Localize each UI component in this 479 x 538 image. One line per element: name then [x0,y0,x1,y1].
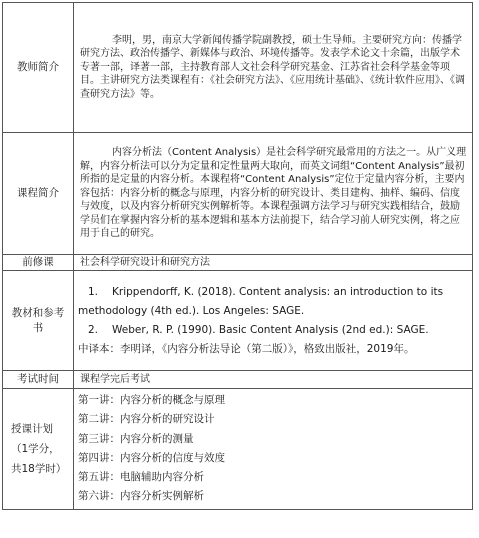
exam-text: 课程学完后考试 [74,371,473,389]
prereq-label: 前修课 [3,255,74,271]
teacher-content [74,3,473,133]
teacher-text: 李明，男，南京大学新闻传播学院副教授，硕士生导师。主要研究方向：传播学研究方法、政治传播学、新媒体与政治、环境传播等。发表学术论文十余篇，出版学术专著一部，译著一部，主持教育部人文社会科学研究基金、江苏省社会科学基金等项目。主讲研究方法类课程有：《社会研究方法》、《应用统计基础》、《统计软件应用》、《调查研究方法》等。 [80,34,465,100]
materials-content [74,271,473,371]
reference-1-text: Krippendorff, K. (2018). Content analysis: an introduction to its methodology (4th ed.). Los Angeles: SAGE. [78,285,444,317]
exam-label: 考试时间 [3,371,74,389]
course-text: 内容分析法（Content Analysis）是社会科学研究最常用的方法之一。从广义理解，内容分析法可以分为定量和定性量两大取向，而英文词组“Content Analysis”最初所指的是定量的内容分析。本课程将“Content Analysis”定位于定量内容分析，主要内容包括：内容分析的概念与原理，内容分析的研究设计、类目建构、抽样、编码、信度与效度，以及内容分析研究实例解析等。本课程强调方法学习与研究实践相结合，鼓励学员们在掌握内容分析的基本逻辑和基本方法前提下，结合学习前人研究实例，将之应用于自己的研究。 [80,146,467,240]
plan-item: 第五讲：电脑辅助内容分析 [78,471,204,484]
plan-label: 授课计划（1学分，共18学时） [3,389,74,510]
reference-1-number: 1. [88,285,99,298]
course-label: 课程简介 [3,133,74,255]
reference-2-translation: 中译本：李明译，《内容分析法导论（第二版）》，格致出版社，2019年。 [78,342,415,355]
reference-2-text: Weber, R. P. (1990). Basic Content Analysis (2nd ed.): SAGE. [112,323,429,336]
teacher-label: 教师简介 [3,3,74,133]
plan-content [74,389,473,510]
course-content [74,133,473,255]
exam-row [3,371,473,389]
course-info-table [2,2,473,510]
plan-item: 第四讲：内容分析的信度与效度 [78,451,225,464]
plan-item: 第三讲：内容分析的测量 [78,432,194,445]
materials-row [3,271,473,371]
plan-item: 第一讲：内容分析的概念与原理 [78,394,225,406]
plan-item: 第六讲：内容分析实例解析 [78,490,204,503]
plan-item: 第二讲：内容分析的研究设计 [78,413,215,426]
teacher-row [3,3,473,133]
reference-1 [78,283,467,321]
course-row [3,133,473,255]
plan-row [3,389,473,510]
reference-2-number: 2. [88,323,99,336]
prereq-row [3,255,473,271]
prereq-text: 社会科学研究设计和研究方法 [74,255,473,271]
materials-label: 教材和参考书 [3,271,74,371]
reference-2 [78,321,467,340]
